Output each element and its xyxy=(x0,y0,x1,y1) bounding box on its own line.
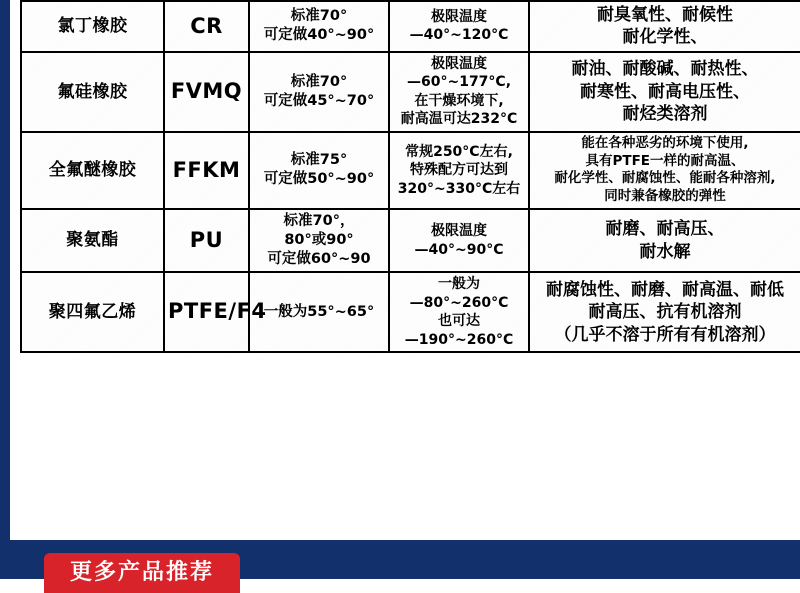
text-line: —40°~120°C xyxy=(409,27,509,44)
text-line: —60°~177°C, xyxy=(406,74,512,91)
material-spec-table xyxy=(20,0,800,353)
table-row xyxy=(21,272,800,352)
table-content-area xyxy=(20,0,800,540)
text-line: 一般为 xyxy=(438,276,480,293)
text-line: 耐寒性、耐高电压性、 xyxy=(580,81,750,102)
material-name: 聚四氟乙烯 xyxy=(21,272,164,352)
text-line: 极限温度 xyxy=(431,55,487,72)
table-row xyxy=(21,1,800,52)
material-abbr: FVMQ xyxy=(164,52,249,132)
material-properties xyxy=(529,272,800,352)
text-line: 能在各种恶劣的环境下使用, xyxy=(581,134,749,151)
material-abbr: FFKM xyxy=(164,132,249,209)
text-line: 耐油、耐酸碱、耐热性、 xyxy=(571,59,759,80)
text-line: 耐化学性、耐腐蚀性、能耐各种溶剂, xyxy=(554,170,776,187)
text-line: 耐烃类溶剂 xyxy=(622,104,708,125)
standard-temperature xyxy=(249,272,389,352)
text-line: —40°~90°C xyxy=(414,241,504,258)
limit-temperature xyxy=(389,132,529,209)
text-line: 耐高温可达232°C xyxy=(400,111,518,128)
text-line: 标准70° xyxy=(290,73,348,90)
text-line: 一般为55°~65° xyxy=(263,303,375,320)
text-line: 可定做60°~90 xyxy=(267,251,371,268)
text-line: 同时兼备橡胶的弹性 xyxy=(604,188,726,205)
limit-temperature xyxy=(389,1,529,52)
limit-temperature xyxy=(389,52,529,132)
material-abbr: PTFE/F4 xyxy=(164,272,249,352)
material-name: 聚氨酯 xyxy=(21,209,164,272)
table-row xyxy=(21,132,800,209)
text-line: 也可达 xyxy=(438,313,480,330)
text-line: 标准75° xyxy=(290,152,348,169)
limit-temperature xyxy=(389,272,529,352)
material-properties xyxy=(529,1,800,52)
text-line: 80°或90° xyxy=(284,232,354,249)
text-line: （几乎不溶于所有有机溶剂） xyxy=(554,324,776,345)
text-line: 可定做50°~90° xyxy=(263,171,375,188)
material-name: 氯丁橡胶 xyxy=(21,1,164,52)
text-line: 标准70° xyxy=(290,8,348,25)
material-properties xyxy=(529,52,800,132)
text-line: 耐高压、抗有机溶剂 xyxy=(588,302,742,323)
material-abbr: CR xyxy=(164,1,249,52)
material-properties xyxy=(529,132,800,209)
table-row xyxy=(21,52,800,132)
standard-temperature xyxy=(249,52,389,132)
text-line: 特殊配方可达到 xyxy=(410,162,508,179)
standard-temperature xyxy=(249,209,389,272)
material-name: 氟硅橡胶 xyxy=(21,52,164,132)
material-name: 全氟醚橡胶 xyxy=(21,132,164,209)
text-line: 在干燥环境下, xyxy=(414,92,504,109)
text-line: 可定做45°~70° xyxy=(263,92,375,109)
text-line: —190°~260°C xyxy=(404,331,514,348)
text-line: 耐磨、耐高压、 xyxy=(605,219,725,240)
text-line: 常规250°C左右, xyxy=(405,143,513,160)
material-properties xyxy=(529,209,800,272)
text-line: 耐臭氧性、耐候性 xyxy=(597,5,733,25)
text-line: 耐腐蚀性、耐磨、耐高温、耐低 xyxy=(546,279,784,300)
limit-temperature xyxy=(389,209,529,272)
text-line: 具有PTFE一样的耐高温、 xyxy=(585,152,745,169)
text-line: 极限温度 xyxy=(431,223,487,240)
text-line: 320°~330°C左右 xyxy=(397,180,521,197)
standard-temperature xyxy=(249,132,389,209)
standard-temperature xyxy=(249,1,389,52)
text-line: 标准70°， xyxy=(283,213,355,229)
text-line: 耐水解 xyxy=(639,241,691,262)
text-line: 耐化学性、 xyxy=(622,27,708,48)
more-products-tab[interactable]: 更多产品推荐 xyxy=(44,553,240,593)
text-line: —80°~260°C xyxy=(409,294,509,311)
text-line: 极限温度 xyxy=(431,8,487,25)
material-abbr: PU xyxy=(164,209,249,272)
text-line: 可定做40°~90° xyxy=(263,27,375,44)
table-row xyxy=(21,209,800,272)
